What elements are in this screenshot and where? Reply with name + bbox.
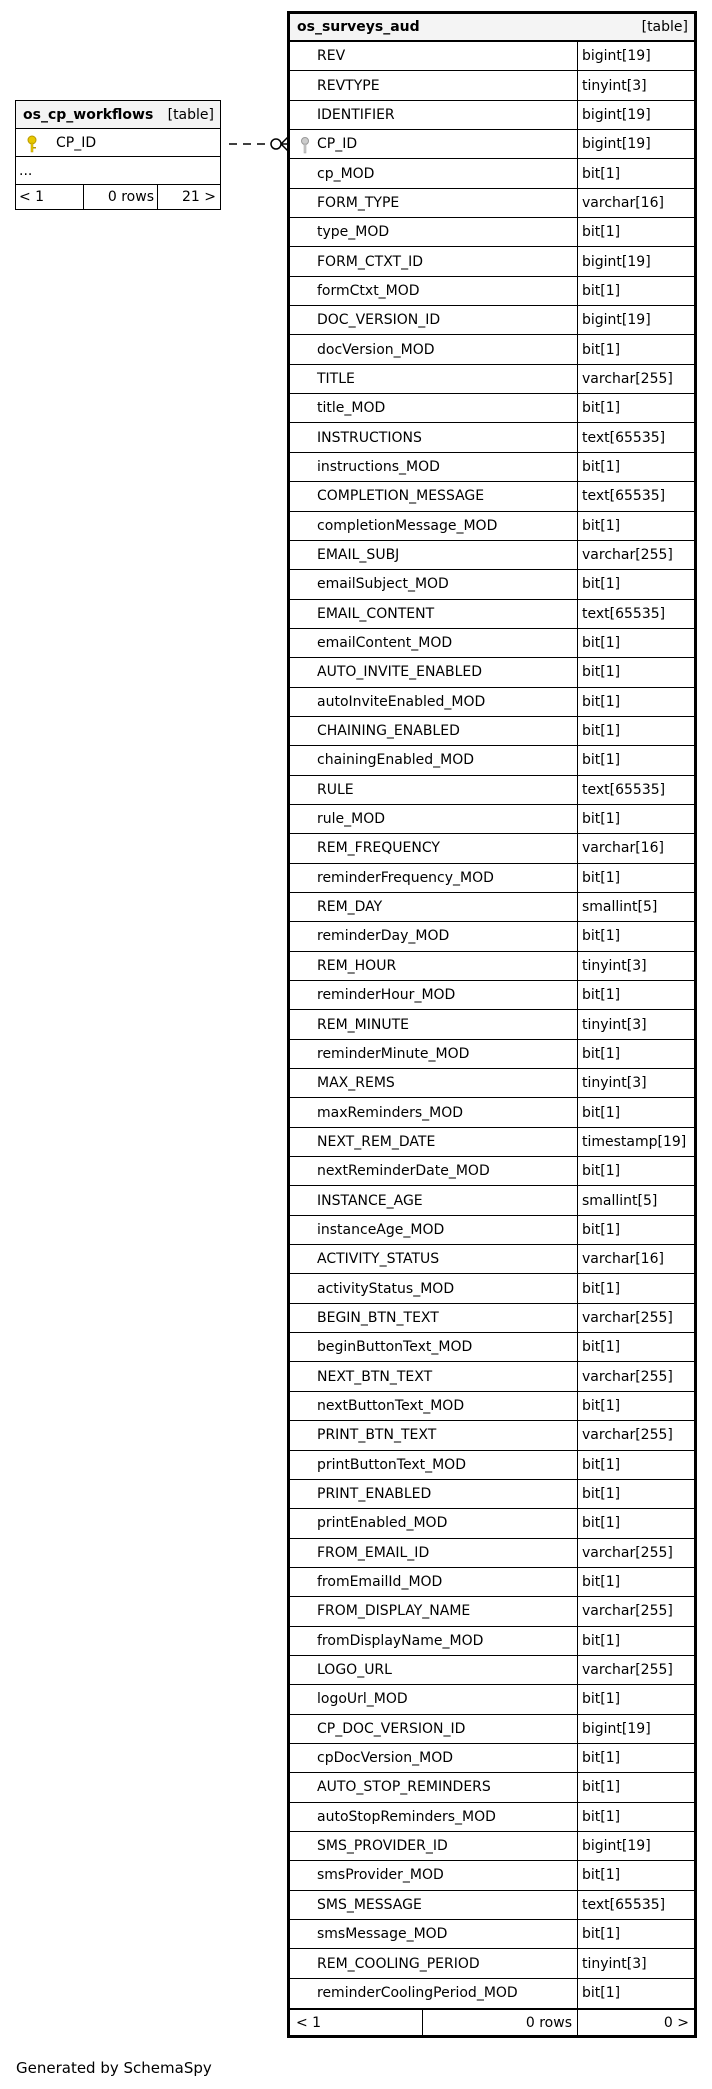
column-row[interactable] bbox=[290, 1069, 694, 1098]
column-name: emailSubject_MOD bbox=[290, 570, 578, 598]
column-row[interactable] bbox=[290, 394, 694, 423]
column-row[interactable] bbox=[290, 277, 694, 306]
column-row[interactable] bbox=[290, 306, 694, 335]
column-name: FORM_CTXT_ID bbox=[290, 247, 578, 275]
column-name: cp_MOD bbox=[290, 159, 578, 187]
column-name: type_MOD bbox=[290, 218, 578, 246]
column-type: bit[1] bbox=[582, 811, 621, 828]
column-name: INSTRUCTIONS bbox=[290, 423, 578, 451]
column-row[interactable] bbox=[290, 1392, 694, 1421]
table-type: [table] bbox=[641, 19, 688, 35]
column-type: bigint[19] bbox=[582, 106, 651, 123]
column-type: bigint[19] bbox=[582, 1838, 651, 1855]
column-type: bit[1] bbox=[582, 1691, 621, 1708]
column-row[interactable] bbox=[290, 1773, 694, 1802]
column-row[interactable] bbox=[290, 101, 694, 130]
column-name: CP_ID bbox=[56, 134, 97, 151]
column-name: IDENTIFIER bbox=[290, 101, 578, 129]
column-row[interactable] bbox=[290, 570, 694, 599]
column-name: logoUrl_MOD bbox=[290, 1685, 578, 1713]
column-name: reminderMinute_MOD bbox=[290, 1040, 578, 1068]
column-name: PRINT_ENABLED bbox=[290, 1480, 578, 1508]
column-row[interactable] bbox=[290, 42, 694, 71]
column-row[interactable] bbox=[290, 1128, 694, 1157]
column-name: nextButtonText_MOD bbox=[290, 1392, 578, 1420]
column-type: bit[1] bbox=[582, 1486, 621, 1503]
primary-key-icon bbox=[26, 135, 38, 153]
column-name: LOGO_URL bbox=[290, 1656, 578, 1684]
column-row[interactable] bbox=[290, 541, 694, 570]
column-row[interactable] bbox=[290, 423, 694, 452]
more-columns: ... bbox=[16, 157, 220, 185]
column-type: bit[1] bbox=[582, 635, 621, 652]
column-name: AUTO_INVITE_ENABLED bbox=[290, 658, 578, 686]
column-name: PRINT_BTN_TEXT bbox=[290, 1421, 578, 1449]
column-name: COMPLETION_MESSAGE bbox=[290, 482, 578, 510]
column-type: bit[1] bbox=[582, 1867, 621, 1884]
column-row[interactable] bbox=[290, 482, 694, 511]
column-name: REM_HOUR bbox=[290, 952, 578, 980]
column-row[interactable] bbox=[290, 218, 694, 247]
column-type: varchar[255] bbox=[582, 1544, 673, 1561]
column-name: reminderFrequency_MOD bbox=[290, 864, 578, 892]
column-row[interactable] bbox=[290, 1480, 694, 1509]
table-os-cp-workflows[interactable] bbox=[15, 100, 221, 210]
column-name: INSTANCE_AGE bbox=[290, 1186, 578, 1214]
column-type: bit[1] bbox=[582, 1574, 621, 1591]
column-row[interactable] bbox=[290, 1245, 694, 1274]
column-type: bigint[19] bbox=[582, 136, 651, 153]
column-row[interactable] bbox=[290, 776, 694, 805]
column-row[interactable] bbox=[290, 1891, 694, 1920]
column-type: bit[1] bbox=[582, 1750, 621, 1767]
column-row[interactable] bbox=[290, 1568, 694, 1597]
column-name: MAX_REMS bbox=[290, 1069, 578, 1097]
column-type: varchar[255] bbox=[582, 1603, 673, 1620]
column-type: bit[1] bbox=[582, 1456, 621, 1473]
column-row[interactable] bbox=[290, 1715, 694, 1744]
table-header[interactable] bbox=[290, 14, 694, 42]
column-name: nextReminderDate_MOD bbox=[290, 1157, 578, 1185]
children-count[interactable]: 21 > bbox=[182, 189, 216, 205]
column-row[interactable] bbox=[290, 981, 694, 1010]
column-type: bigint[19] bbox=[582, 1720, 651, 1737]
column-row[interactable] bbox=[290, 1832, 694, 1861]
column-name: FROM_EMAIL_ID bbox=[290, 1539, 578, 1567]
column-type: bit[1] bbox=[582, 1779, 621, 1796]
column-name: maxReminders_MOD bbox=[290, 1098, 578, 1126]
column-type: bit[1] bbox=[582, 1104, 621, 1121]
column-row[interactable] bbox=[290, 1509, 694, 1538]
column-row[interactable] bbox=[290, 922, 694, 951]
column-name: fromEmailId_MOD bbox=[290, 1568, 578, 1596]
column-row[interactable] bbox=[290, 1920, 694, 1949]
column-type: bit[1] bbox=[582, 1397, 621, 1414]
column-row[interactable] bbox=[290, 1685, 694, 1714]
column-type: tinyint[3] bbox=[582, 1016, 647, 1033]
column-type: bigint[19] bbox=[582, 253, 651, 270]
column-name: REM_FREQUENCY bbox=[290, 834, 578, 862]
column-row[interactable] bbox=[290, 805, 694, 834]
column-type: varchar[255] bbox=[582, 547, 673, 564]
column-name: CP_DOC_VERSION_ID bbox=[290, 1715, 578, 1743]
column-name: CP_ID bbox=[290, 130, 578, 158]
column-type: tinyint[3] bbox=[582, 957, 647, 974]
column-row[interactable] bbox=[290, 658, 694, 687]
column-name: reminderDay_MOD bbox=[290, 922, 578, 950]
column-row[interactable] bbox=[290, 1040, 694, 1069]
column-name: REM_COOLING_PERIOD bbox=[290, 1949, 578, 1977]
column-name: TITLE bbox=[290, 365, 578, 393]
column-type: text[65535] bbox=[582, 605, 666, 622]
table-header[interactable] bbox=[16, 101, 220, 129]
column-type: bit[1] bbox=[582, 341, 621, 358]
column-row[interactable] bbox=[290, 1098, 694, 1127]
column-row[interactable] bbox=[290, 1861, 694, 1890]
column-type: bit[1] bbox=[582, 1339, 621, 1356]
column-type: bit[1] bbox=[582, 1163, 621, 1180]
table-name: os_cp_workflows bbox=[23, 106, 154, 123]
column-type: bit[1] bbox=[582, 693, 621, 710]
column-type: text[65535] bbox=[582, 429, 666, 446]
column-row[interactable] bbox=[290, 864, 694, 893]
column-type: varchar[16] bbox=[582, 194, 664, 211]
column-row[interactable] bbox=[290, 453, 694, 482]
column-type: bit[1] bbox=[582, 1808, 621, 1825]
column-type: bit[1] bbox=[582, 723, 621, 740]
column-name: autoInviteEnabled_MOD bbox=[290, 688, 578, 716]
column-type: bigint[19] bbox=[582, 312, 651, 329]
column-type: smallint[5] bbox=[582, 899, 658, 916]
column-type: bit[1] bbox=[582, 282, 621, 299]
column-row[interactable] bbox=[290, 688, 694, 717]
column-type: bit[1] bbox=[582, 1045, 621, 1062]
column-row[interactable] bbox=[290, 130, 694, 159]
column-row[interactable] bbox=[290, 1803, 694, 1832]
column-name: cpDocVersion_MOD bbox=[290, 1744, 578, 1772]
column-type: text[65535] bbox=[582, 781, 666, 798]
table-name: os_surveys_aud bbox=[297, 19, 420, 35]
column-name: RULE bbox=[290, 776, 578, 804]
column-name: DOC_VERSION_ID bbox=[290, 306, 578, 334]
children-count[interactable]: 0 > bbox=[663, 2014, 689, 2031]
column-type: bit[1] bbox=[582, 224, 621, 241]
column-row[interactable] bbox=[290, 1216, 694, 1245]
column-type: bit[1] bbox=[582, 752, 621, 769]
generated-by-label: Generated by SchemaSpy bbox=[16, 2059, 212, 2077]
column-row[interactable] bbox=[290, 1744, 694, 1773]
column-name: reminderHour_MOD bbox=[290, 981, 578, 1009]
column-type: text[65535] bbox=[582, 1896, 666, 1913]
column-type: bit[1] bbox=[582, 1985, 621, 2002]
column-row[interactable] bbox=[290, 717, 694, 746]
column-type: varchar[255] bbox=[582, 1309, 673, 1326]
column-type: bit[1] bbox=[582, 1280, 621, 1297]
column-row[interactable] bbox=[290, 1979, 694, 2008]
column-type: bit[1] bbox=[582, 1926, 621, 1943]
column-type: bit[1] bbox=[582, 869, 621, 886]
column-row[interactable] bbox=[290, 365, 694, 394]
column-list bbox=[290, 42, 694, 2008]
column-row[interactable] bbox=[290, 893, 694, 922]
column-name: smsProvider_MOD bbox=[290, 1861, 578, 1889]
column-row[interactable] bbox=[290, 1274, 694, 1303]
column-row[interactable] bbox=[290, 189, 694, 218]
column-row[interactable] bbox=[290, 1949, 694, 1978]
column-type: tinyint[3] bbox=[582, 77, 647, 94]
column-row[interactable] bbox=[290, 1597, 694, 1626]
column-type: bit[1] bbox=[582, 576, 621, 593]
column-name: activityStatus_MOD bbox=[290, 1274, 578, 1302]
column-name: rule_MOD bbox=[290, 805, 578, 833]
column-row[interactable] bbox=[290, 1421, 694, 1450]
column-row[interactable] bbox=[290, 1304, 694, 1333]
column-name: REM_DAY bbox=[290, 893, 578, 921]
column-type: smallint[5] bbox=[582, 1192, 658, 1209]
column-name: emailContent_MOD bbox=[290, 629, 578, 657]
column-name: instructions_MOD bbox=[290, 453, 578, 481]
column-type: bit[1] bbox=[582, 1632, 621, 1649]
column-row[interactable] bbox=[290, 159, 694, 188]
column-type: varchar[16] bbox=[582, 1251, 664, 1268]
column-type: bit[1] bbox=[582, 458, 621, 475]
column-name: title_MOD bbox=[290, 394, 578, 422]
column-type: tinyint[3] bbox=[582, 1075, 647, 1092]
column-name: SMS_PROVIDER_ID bbox=[290, 1832, 578, 1860]
column-name: autoStopReminders_MOD bbox=[290, 1803, 578, 1831]
column-type: varchar[255] bbox=[582, 1662, 673, 1679]
column-type: bigint[19] bbox=[582, 48, 651, 65]
column-row[interactable] bbox=[290, 952, 694, 981]
column-name: smsMessage_MOD bbox=[290, 1920, 578, 1948]
column-type: bit[1] bbox=[582, 165, 621, 182]
table-footer bbox=[16, 185, 220, 209]
column-name: REM_MINUTE bbox=[290, 1010, 578, 1038]
column-name: chainingEnabled_MOD bbox=[290, 746, 578, 774]
column-name: ACTIVITY_STATUS bbox=[290, 1245, 578, 1273]
column-name: printButtonText_MOD bbox=[290, 1451, 578, 1479]
column-row[interactable] bbox=[290, 1451, 694, 1480]
column-row[interactable] bbox=[290, 746, 694, 775]
column-type: bit[1] bbox=[582, 517, 621, 534]
column-name: BEGIN_BTN_TEXT bbox=[290, 1304, 578, 1332]
parents-count[interactable]: < 1 bbox=[290, 2010, 423, 2035]
column-name: EMAIL_SUBJ bbox=[290, 541, 578, 569]
column-name: formCtxt_MOD bbox=[290, 277, 578, 305]
column-name: REVTYPE bbox=[290, 71, 578, 99]
column-row[interactable] bbox=[290, 629, 694, 658]
column-type: varchar[255] bbox=[582, 370, 673, 387]
column-name: NEXT_BTN_TEXT bbox=[290, 1362, 578, 1390]
column-type: bit[1] bbox=[582, 987, 621, 1004]
table-os-surveys-aud[interactable] bbox=[287, 11, 697, 2038]
row-count: 0 rows bbox=[423, 2010, 578, 2035]
row-count: 0 rows bbox=[84, 185, 158, 209]
table-footer bbox=[290, 2008, 694, 2035]
column-name: beginButtonText_MOD bbox=[290, 1333, 578, 1361]
column-name: SMS_MESSAGE bbox=[290, 1891, 578, 1919]
column-row[interactable] bbox=[290, 1362, 694, 1391]
column-type: varchar[255] bbox=[582, 1368, 673, 1385]
table-type: [table] bbox=[167, 106, 214, 123]
column-row[interactable] bbox=[290, 1539, 694, 1568]
column-name: AUTO_STOP_REMINDERS bbox=[290, 1773, 578, 1801]
column-row[interactable] bbox=[290, 1627, 694, 1656]
column-name: reminderCoolingPeriod_MOD bbox=[290, 1979, 578, 2008]
column-name: FROM_DISPLAY_NAME bbox=[290, 1597, 578, 1625]
column-row[interactable] bbox=[290, 1186, 694, 1215]
column-row[interactable] bbox=[290, 1656, 694, 1685]
column-type: timestamp[19] bbox=[582, 1133, 687, 1150]
foreign-key-icon bbox=[299, 136, 311, 154]
column-type: bit[1] bbox=[582, 400, 621, 417]
column-type: bit[1] bbox=[582, 664, 621, 681]
column-row[interactable] bbox=[290, 834, 694, 863]
column-row[interactable] bbox=[290, 1157, 694, 1186]
column-name: REV bbox=[290, 42, 578, 70]
column-row[interactable] bbox=[290, 71, 694, 100]
column-row[interactable] bbox=[290, 600, 694, 629]
column-type: tinyint[3] bbox=[582, 1955, 647, 1972]
column-name: instanceAge_MOD bbox=[290, 1216, 578, 1244]
column-row[interactable] bbox=[290, 1333, 694, 1362]
column-row[interactable] bbox=[290, 512, 694, 541]
column-row[interactable] bbox=[290, 335, 694, 364]
column-type: varchar[16] bbox=[582, 840, 664, 857]
column-type: bit[1] bbox=[582, 1221, 621, 1238]
column-name: completionMessage_MOD bbox=[290, 512, 578, 540]
primary-key-row[interactable] bbox=[16, 129, 220, 157]
column-name: NEXT_REM_DATE bbox=[290, 1128, 578, 1156]
column-row[interactable] bbox=[290, 247, 694, 276]
parents-count[interactable]: < 1 bbox=[16, 185, 84, 209]
column-name: CHAINING_ENABLED bbox=[290, 717, 578, 745]
column-name: printEnabled_MOD bbox=[290, 1509, 578, 1537]
column-type: bit[1] bbox=[582, 1515, 621, 1532]
column-name: docVersion_MOD bbox=[290, 335, 578, 363]
column-type: varchar[255] bbox=[582, 1427, 673, 1444]
column-row[interactable] bbox=[290, 1010, 694, 1039]
column-name: EMAIL_CONTENT bbox=[290, 600, 578, 628]
column-type: text[65535] bbox=[582, 488, 666, 505]
column-name: fromDisplayName_MOD bbox=[290, 1627, 578, 1655]
column-type: bit[1] bbox=[582, 928, 621, 945]
column-name: FORM_TYPE bbox=[290, 189, 578, 217]
